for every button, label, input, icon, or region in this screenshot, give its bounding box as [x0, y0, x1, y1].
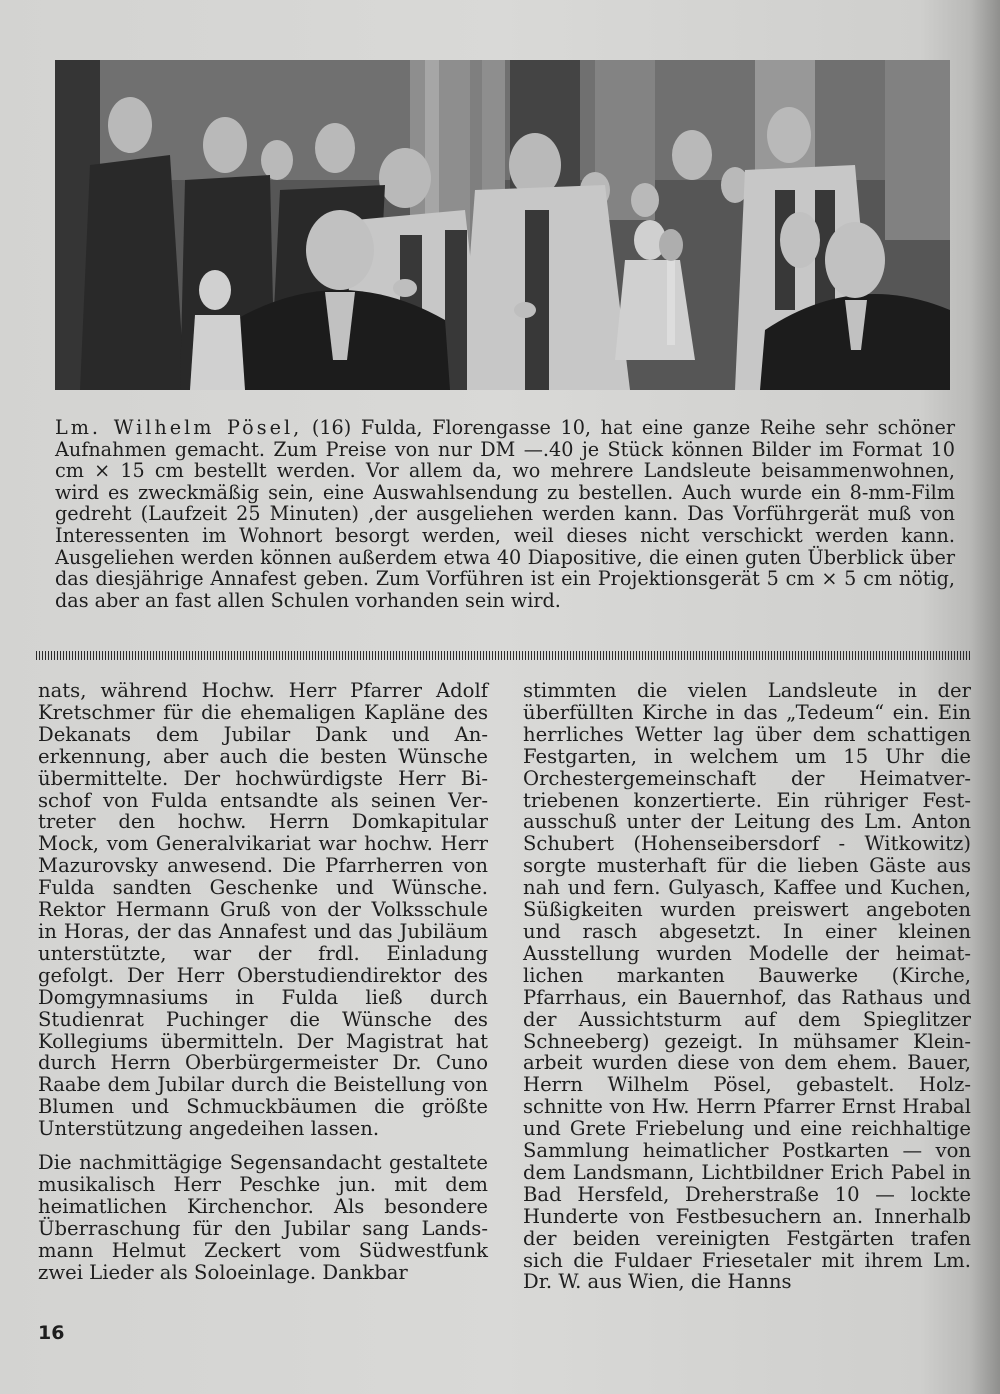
left-column	[38, 680, 488, 1283]
left-paragraph-1: nats, während Hochw. Herr Pfarrer Adolf Kretschmer für die ehemaligen Kapläne des Dekanats dem Jubilar Dank und Anerkennung, aber auch die besten Wünsche übermittelte. Der hochwürdigste Herr Bischof von Fulda entsandte als seinen Vertreter den hochw. Herrn Domkapitular Mock, vom Generalvikariat war hochw. Herr Mazurovsky anwesend. Die Pfarrherren von Fulda sandten Geschenke und Wünsche. Rektor Hermann Gruß von der Volksschule in Horas, der das Annafest und das Jubiläum unterstützte, war der frdl. Einladung gefolgt. Der Herr Oberstudiendirektor des Domgymnasiums in Fulda ließ durch Studienrat Puchinger die Wünsche des Kollegiums übermitteln. Der Magistrat hat durch Herrn Oberbürgermeister Dr. Cuno Raabe dem Jubilar durch die Beistellung von Blumen und Schmuckbäumen die größte Unterstützung angedeihen lassen.	[38, 679, 488, 1141]
right-paragraph-1: stimmten die vielen Landsleute in der überfüllten Kirche in das „Tedeum“ ein. Ein herrliches Wetter lag über dem schattigen Festgarten, in welchem um 15 Uhr die Orchestergemeinschaft der Heimatvertriebenen konzertierte. Ein rühriger Festausschuß unter der Leitung des Lm. Anton Schubert (Hohenseibersdorf - Witkowitz) sorgte musterhaft für die lieben Gäste aus nah und fern. Gulyasch, Kaffee und Kuchen, Süßigkeiten wurden preiswert angeboten und rasch abgesetzt. In einer kleinen Ausstellung wurden Modelle der heimatlichen markanten Bauwerke (Kirche, Pfarrhaus, ein Bauernhof, das Rathaus und der Aussichtsturm auf dem Spieglitzer Schneeberg) gezeigt. In mühsamer Kleinarbeit wurden diese von dem ehem. Bauer, Herrn Wilhelm Pösel, gebastelt. Holzschnitte von Hw. Herrn Pfarrer Ernst Hrabal und Grete Friebelung und eine reichhaltige Sammlung heimatlicher Postkarten — von dem Landsmann, Lichtbildner Erich Pabel in Bad Hersfeld, Dreherstraße 10 — lockte Hunderte von Festbesuchern an. Innerhalb der beiden vereinigten Festgärten trafen sich die Fuldaer Friesetaler mit ihrem Lm. Dr. W. aus Wien, die Hanns	[523, 679, 971, 1294]
hatched-divider	[36, 651, 970, 660]
left-paragraph-2: Die nachmittägige Segensandacht gestaltete musikalisch Herr Peschke jun. mit dem heimatlichen Kirchenchor. Als besondere Überraschung für den Jubilar sang Landsmann Helmut Zeckert vom Südwestfunk zwei Lieder als Soloeinlage. Dankbar	[38, 1151, 488, 1284]
page-number: 16	[38, 1322, 65, 1344]
right-column	[523, 680, 971, 1293]
photo-caption	[55, 417, 955, 611]
caption-text: (16) Fulda, Florengasse 10, hat eine ganze Reihe sehr schöner Aufnahmen gemacht. Zum Preise von nur DM —.40 je Stück können Bilder im Format 10 cm × 15 cm bestellt werden. Vor allem da, wo mehrere Landsleute beisammenwohnen, wird es zweckmäßig sein, eine Auswahlsendung zu bestellen. Auch wurde ein 8-mm-Film gedreht (Laufzeit 25 Minuten) ,der ausgeliehen werden kann. Das Vorführgerät muß von Interessenten im Wohnort besorgt werden, weil dieses nicht verschickt werden kann. Ausgeliehen werden können außerdem etwa 40 Diapositive, die einen guten Überblick über das diesjährige Annafest geben. Zum Vorführen ist ein Projektionsgerät 5 cm × 5 cm nötig, das aber an fast allen Schulen vorhanden sein wird.	[55, 416, 956, 612]
group-photo	[55, 60, 950, 390]
caption-lead: Lm. Wilhelm Pösel,	[55, 416, 303, 439]
group-photo-image	[55, 60, 950, 390]
